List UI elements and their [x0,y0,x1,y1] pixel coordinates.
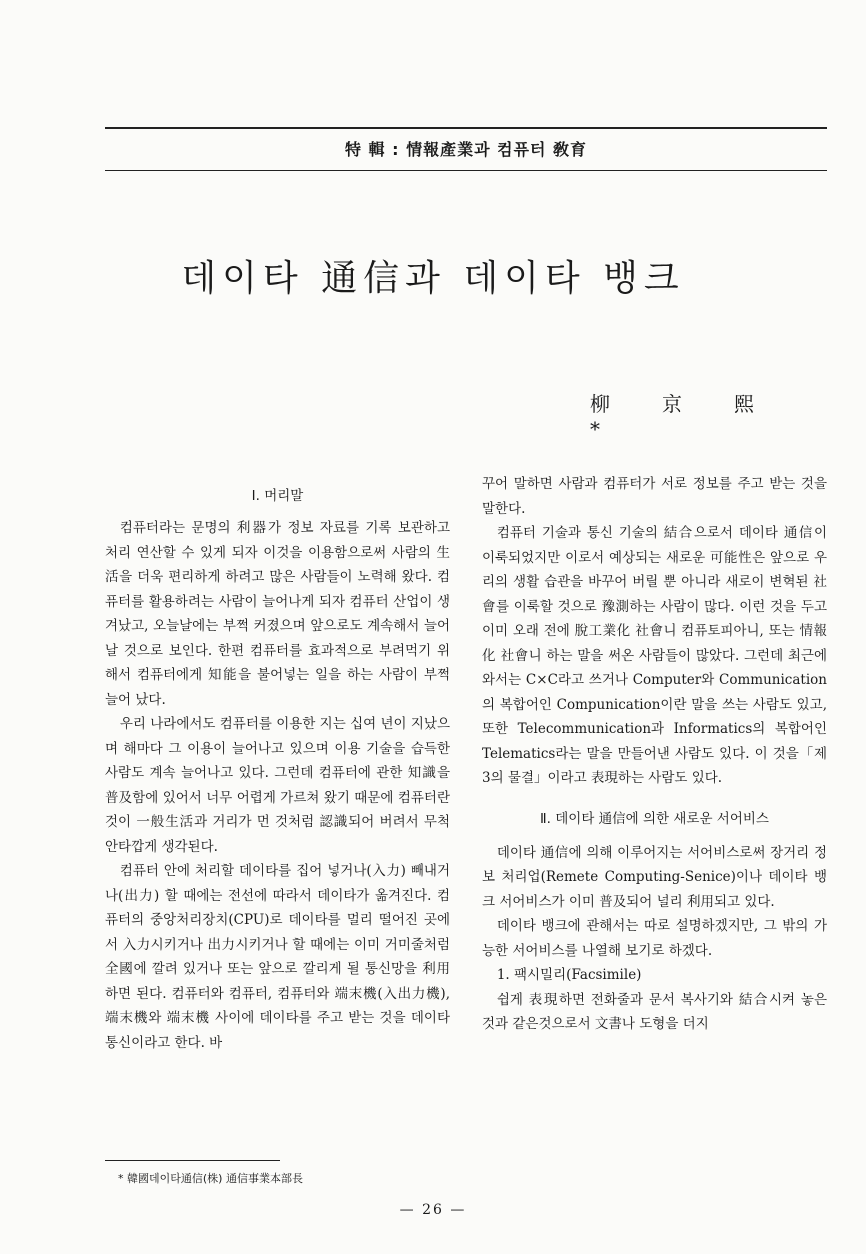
author-name: 柳京熙* [590,392,806,441]
header-rule-bottom [105,170,827,171]
subheading-facsimile: 1. 팩시밀리(Facsimile) [496,967,642,983]
article-title: 데이타 通信과 데이타 뱅크 [181,258,685,299]
paragraph: 데이타 通信에 의해 이루어지는 서어비스로써 장거리 정보 처리업(Remete Computing-Senice)이나 데이타 뱅크 서어비스가 이미 普及되어 널리 利用되고 있다. [482,844,827,910]
paragraph: 쉽게 表現하면 전화줄과 문서 복사기와 結合시켜 놓은 것과 같은것으로서 文書나 도형을 더지 [482,991,827,1032]
left-column [105,484,450,1055]
paragraph: 컴퓨터라는 문명의 利器가 정보 자료를 기록 보관하고 처리 연산할 수 있게 되자 이것을 이용함으로써 사람의 生活을 더욱 편리하게 하려고 많은 사람들이 노력해 왔다. 컴퓨터를 활용하려는 사람이 늘어나게 되자 컴퓨터 산업이 생겨났고, 오늘날에는 부쩍 커졌으며 앞으로도 계속해서 늘어날 것으로 보인다. 한편 컴퓨터를 효과적으로 부려먹기 위해서 컴퓨터에게 知能을 불어넣는 일을 하는 사람이 부쩍 늘어 났다. [105,520,450,708]
paragraph: 데이타 뱅크에 관해서는 따로 설명하겠지만, 그 밖의 가능한 서어비스를 나열해 보기로 하겠다. [482,918,827,959]
paragraph: 우리 나라에서도 컴퓨터를 이용한 지는 십여 년이 지났으며 해마다 그 이용이 늘어나고 있으며 이용 기술을 습득한 사람도 계속 늘어나고 있다. 그런데 컴퓨터에 관한 知識을 普及함에 있어서 너무 어렵게 가르쳐 왔기 때문에 컴퓨터란 것이 一般生活과 거리가 먼 것처럼 認識되어 버려서 무척 안타깝게 생각된다. [105,716,450,855]
right-column [482,472,827,1037]
section-heading-intro: Ⅰ. 머리말 [251,488,304,504]
section-heading-services: Ⅱ. 데이타 通信에 의한 새로운 서어비스 [540,810,769,827]
paragraph: 컴퓨터 기술과 통신 기술의 結合으로서 데이타 通信이 이룩되었지만 이로서 예상되는 새로운 可能性은 앞으로 우리의 생활 습관을 바꾸어 버릴 뿐 아니라 새로이 변혁된 社會를 이룩할 것으로 豫測하는 사람이 많다. 이런 것을 두고 이미 오래 전에 脫工業化 社會니 컴퓨토피아니, 또는 情報化 社會니 하는 말을 써온 사람들이 많았다. 그런데 최근에 와서는 C×C라고 쓰거나 Computer와 Communication의 복합어인 Compunication이란 말을 쓰는 사람도 있고, 또한 Telecommunication과 Informatics의 복합어인 Telematics라는 말을 만들어낸 사람도 있다. 이 것을「제 3의 물결」이라고 表現하는 사람도 있다. [482,525,827,786]
paragraph: 컴퓨터 안에 처리할 데이타를 집어 넣거나(入力) 빼내거나(出力) 할 때에는 전선에 따라서 데이타가 옮겨진다. 컴퓨터의 중앙처리장치(CPU)로 데이타를 멀리 떨어진 곳에서 入力시키거나 出力시키거나 할 때에는 이미 거미줄처럼 全國에 깔려 있거나 또는 앞으로 깔리게 될 통신망을 利用하면 된다. 컴퓨터와 컴퓨터, 컴퓨터와 端末機(入出力機), 端末機와 端末機 사이에 데이타를 주고 받는 것을 데이타 통신이라고 한다. 바 [105,863,450,1051]
footnote: * 韓國데이타通信(株) 通信事業本部長 [118,1172,303,1185]
page-number: — 26 — [399,1202,467,1218]
section-header: 特 輯 : 情報產業과 컴퓨터 敎育 [344,140,588,159]
paragraph-continuation: 꾸어 말하면 사람과 컴퓨터가 서로 정보를 주고 받는 것을 말한다. [482,476,827,517]
footnote-rule [105,1160,280,1161]
header-rule-top [105,127,827,129]
